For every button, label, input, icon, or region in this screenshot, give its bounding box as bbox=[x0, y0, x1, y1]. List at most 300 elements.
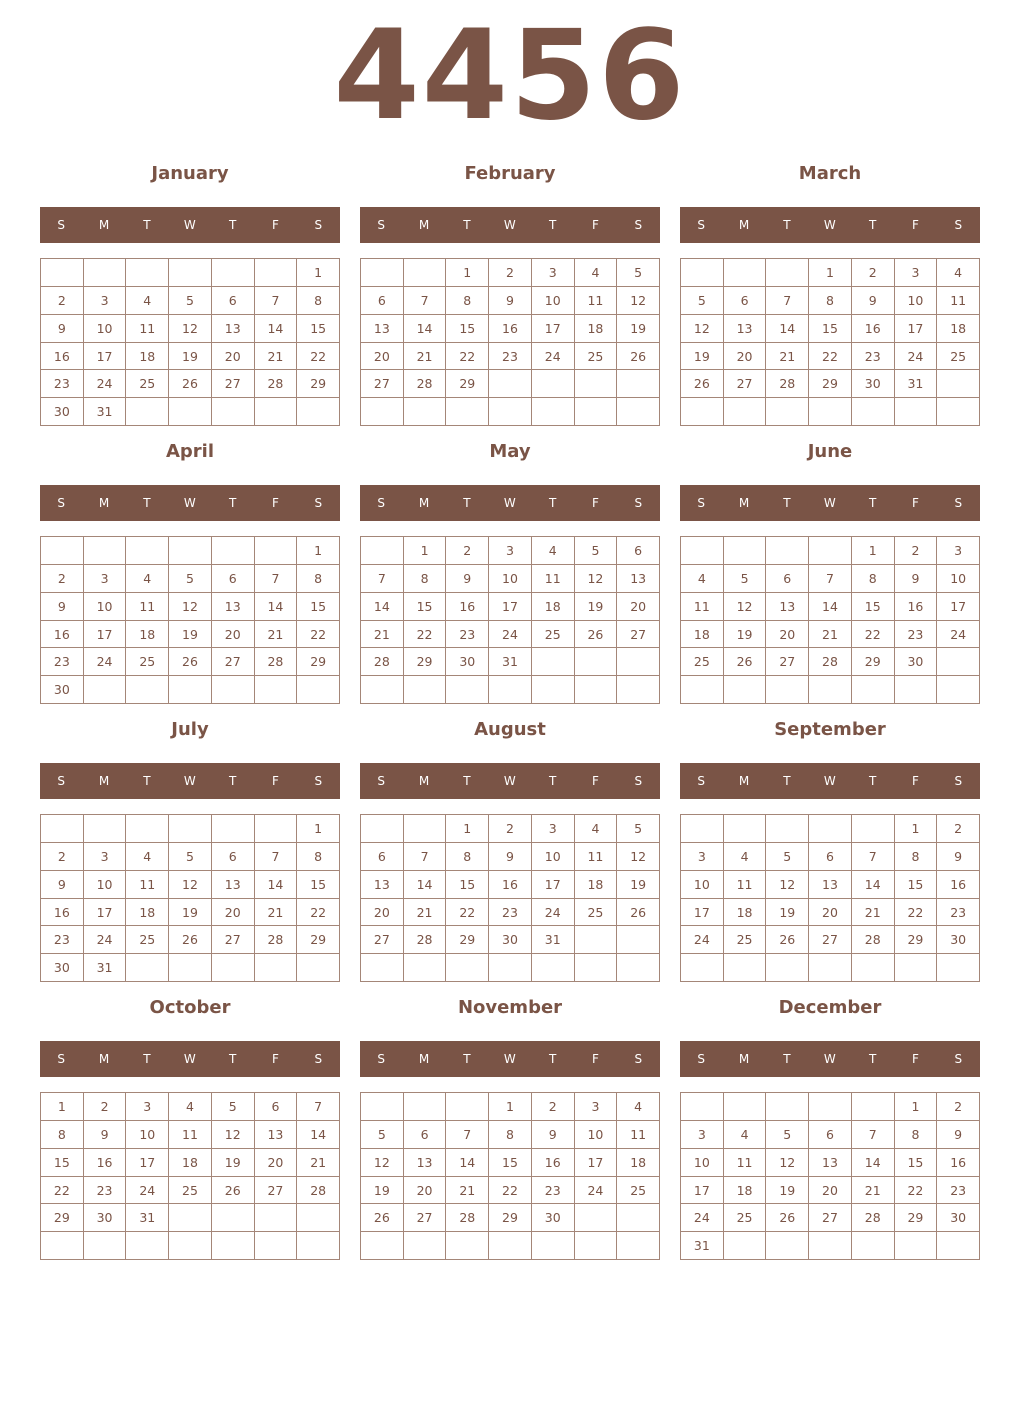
day-cell: 18 bbox=[126, 899, 169, 927]
day-cell: 7 bbox=[446, 1121, 489, 1149]
day-grid bbox=[680, 1092, 980, 1260]
day-cell: 19 bbox=[169, 343, 212, 371]
day-cell: 25 bbox=[575, 899, 618, 927]
day-cell: 21 bbox=[255, 899, 298, 927]
day-cell: 6 bbox=[404, 1121, 447, 1149]
day-cell: 23 bbox=[489, 343, 532, 371]
day-cell: 18 bbox=[724, 899, 767, 927]
day-cell: 23 bbox=[41, 370, 84, 398]
day-cell bbox=[852, 1232, 895, 1260]
day-cell bbox=[575, 954, 618, 982]
weekday-label: M bbox=[98, 218, 110, 232]
day-cell: 7 bbox=[852, 843, 895, 871]
day-cell bbox=[895, 398, 938, 426]
day-cell bbox=[255, 676, 298, 704]
weekday-label: T bbox=[228, 1052, 237, 1066]
day-cell bbox=[84, 676, 127, 704]
day-cell: 23 bbox=[41, 926, 84, 954]
day-cell: 29 bbox=[809, 370, 852, 398]
day-cell: 30 bbox=[446, 648, 489, 676]
day-cell: 19 bbox=[169, 621, 212, 649]
day-cell: 31 bbox=[532, 926, 575, 954]
day-cell: 19 bbox=[681, 343, 724, 371]
weekday-label: T bbox=[143, 496, 152, 510]
day-cell: 28 bbox=[809, 648, 852, 676]
day-cell: 6 bbox=[361, 843, 404, 871]
day-cell bbox=[766, 815, 809, 843]
day-cell: 31 bbox=[681, 1232, 724, 1260]
day-cell: 15 bbox=[852, 593, 895, 621]
day-cell: 26 bbox=[169, 370, 212, 398]
day-cell: 6 bbox=[212, 565, 255, 593]
weekday-label: T bbox=[868, 774, 877, 788]
day-cell: 8 bbox=[852, 565, 895, 593]
weekday-label: T bbox=[548, 774, 557, 788]
day-cell: 2 bbox=[41, 565, 84, 593]
day-cell: 13 bbox=[724, 315, 767, 343]
day-cell: 3 bbox=[681, 1121, 724, 1149]
day-cell bbox=[404, 259, 447, 287]
day-cell: 29 bbox=[297, 370, 340, 398]
day-cell bbox=[575, 370, 618, 398]
day-cell: 3 bbox=[681, 843, 724, 871]
day-cell: 6 bbox=[212, 287, 255, 315]
day-cell: 14 bbox=[766, 315, 809, 343]
day-cell: 25 bbox=[532, 621, 575, 649]
day-cell: 27 bbox=[724, 370, 767, 398]
day-cell: 13 bbox=[255, 1121, 298, 1149]
day-cell: 10 bbox=[681, 1149, 724, 1177]
day-cell: 6 bbox=[212, 843, 255, 871]
month-name: December bbox=[778, 997, 882, 1018]
day-cell: 2 bbox=[937, 815, 980, 843]
day-cell: 24 bbox=[84, 926, 127, 954]
day-cell bbox=[766, 676, 809, 704]
day-cell: 30 bbox=[532, 1204, 575, 1232]
day-cell: 26 bbox=[617, 899, 660, 927]
weekday-label: S bbox=[57, 774, 66, 788]
day-cell: 20 bbox=[212, 621, 255, 649]
day-cell: 4 bbox=[937, 259, 980, 287]
day-cell: 23 bbox=[84, 1177, 127, 1205]
day-cell: 25 bbox=[681, 648, 724, 676]
day-cell: 14 bbox=[404, 315, 447, 343]
day-cell: 30 bbox=[489, 926, 532, 954]
day-cell: 19 bbox=[766, 1177, 809, 1205]
day-cell: 11 bbox=[575, 843, 618, 871]
day-cell: 17 bbox=[84, 899, 127, 927]
day-cell bbox=[617, 648, 660, 676]
day-cell: 1 bbox=[895, 1093, 938, 1121]
day-cell: 13 bbox=[361, 871, 404, 899]
day-cell bbox=[681, 537, 724, 565]
weekday-label: W bbox=[823, 496, 837, 510]
weekday-label: T bbox=[783, 496, 792, 510]
day-cell: 28 bbox=[255, 648, 298, 676]
day-grid bbox=[360, 814, 660, 982]
day-cell: 25 bbox=[724, 1204, 767, 1232]
day-cell bbox=[489, 370, 532, 398]
day-cell: 16 bbox=[489, 315, 532, 343]
day-cell: 7 bbox=[404, 287, 447, 315]
day-cell: 3 bbox=[532, 259, 575, 287]
day-cell bbox=[255, 537, 298, 565]
day-cell: 2 bbox=[41, 843, 84, 871]
day-cell: 3 bbox=[126, 1093, 169, 1121]
day-cell: 26 bbox=[617, 343, 660, 371]
day-cell: 22 bbox=[41, 1177, 84, 1205]
month-name: March bbox=[798, 163, 862, 184]
day-cell bbox=[404, 1093, 447, 1121]
day-cell bbox=[41, 815, 84, 843]
day-cell: 18 bbox=[575, 315, 618, 343]
day-cell: 27 bbox=[361, 370, 404, 398]
day-cell bbox=[809, 1093, 852, 1121]
day-cell: 30 bbox=[41, 676, 84, 704]
day-grid bbox=[40, 814, 340, 982]
day-cell: 5 bbox=[724, 565, 767, 593]
day-cell: 22 bbox=[446, 343, 489, 371]
day-cell: 17 bbox=[575, 1149, 618, 1177]
day-cell: 22 bbox=[895, 899, 938, 927]
weekday-label: S bbox=[954, 774, 963, 788]
day-cell: 4 bbox=[681, 565, 724, 593]
day-cell bbox=[84, 815, 127, 843]
day-cell bbox=[212, 1232, 255, 1260]
day-cell: 1 bbox=[446, 815, 489, 843]
day-cell: 16 bbox=[937, 1149, 980, 1177]
day-cell: 28 bbox=[766, 370, 809, 398]
day-cell bbox=[532, 1232, 575, 1260]
day-cell: 5 bbox=[681, 287, 724, 315]
day-cell: 19 bbox=[575, 593, 618, 621]
day-cell bbox=[126, 954, 169, 982]
day-cell: 14 bbox=[297, 1121, 340, 1149]
weekday-label: T bbox=[463, 496, 472, 510]
day-cell: 9 bbox=[532, 1121, 575, 1149]
day-cell: 4 bbox=[724, 843, 767, 871]
day-cell: 3 bbox=[895, 259, 938, 287]
weekday-label: F bbox=[592, 218, 600, 232]
day-cell: 16 bbox=[532, 1149, 575, 1177]
day-cell: 12 bbox=[169, 871, 212, 899]
weekday-label: T bbox=[228, 496, 237, 510]
day-cell: 5 bbox=[617, 815, 660, 843]
day-cell: 2 bbox=[446, 537, 489, 565]
day-cell bbox=[575, 926, 618, 954]
day-cell bbox=[809, 954, 852, 982]
day-cell bbox=[297, 1232, 340, 1260]
day-cell bbox=[724, 1232, 767, 1260]
day-cell: 2 bbox=[895, 537, 938, 565]
day-grid bbox=[680, 258, 980, 426]
day-cell: 27 bbox=[212, 648, 255, 676]
day-cell: 9 bbox=[489, 287, 532, 315]
day-cell bbox=[766, 954, 809, 982]
weekday-label: T bbox=[868, 496, 877, 510]
day-cell: 28 bbox=[361, 648, 404, 676]
day-cell: 1 bbox=[297, 259, 340, 287]
day-cell: 12 bbox=[617, 843, 660, 871]
weekday-label: S bbox=[314, 496, 323, 510]
day-cell bbox=[809, 1232, 852, 1260]
day-cell bbox=[617, 1204, 660, 1232]
day-cell: 16 bbox=[852, 315, 895, 343]
day-cell: 4 bbox=[617, 1093, 660, 1121]
day-cell bbox=[724, 1093, 767, 1121]
day-cell bbox=[169, 676, 212, 704]
weekday-label: M bbox=[98, 496, 110, 510]
day-cell: 21 bbox=[446, 1177, 489, 1205]
day-cell bbox=[404, 676, 447, 704]
weekday-label: F bbox=[592, 774, 600, 788]
day-cell bbox=[937, 676, 980, 704]
day-cell: 17 bbox=[937, 593, 980, 621]
month-name: February bbox=[464, 163, 556, 184]
weekday-header bbox=[40, 763, 340, 799]
day-cell: 7 bbox=[255, 287, 298, 315]
day-cell: 23 bbox=[895, 621, 938, 649]
day-cell: 24 bbox=[489, 621, 532, 649]
day-cell: 20 bbox=[212, 343, 255, 371]
day-cell: 30 bbox=[895, 648, 938, 676]
day-cell: 30 bbox=[852, 370, 895, 398]
day-cell: 13 bbox=[809, 1149, 852, 1177]
day-cell: 14 bbox=[446, 1149, 489, 1177]
day-cell: 23 bbox=[852, 343, 895, 371]
day-cell: 28 bbox=[404, 370, 447, 398]
weekday-label: W bbox=[183, 496, 197, 510]
day-cell: 10 bbox=[84, 871, 127, 899]
day-cell: 17 bbox=[532, 315, 575, 343]
day-cell: 15 bbox=[297, 315, 340, 343]
day-cell bbox=[681, 676, 724, 704]
weekday-label: S bbox=[57, 1052, 66, 1066]
day-cell: 11 bbox=[724, 1149, 767, 1177]
day-cell: 2 bbox=[84, 1093, 127, 1121]
day-cell: 10 bbox=[84, 593, 127, 621]
weekday-label: F bbox=[272, 774, 280, 788]
weekday-label: S bbox=[954, 1052, 963, 1066]
day-cell: 31 bbox=[84, 954, 127, 982]
day-cell bbox=[489, 1232, 532, 1260]
day-cell: 23 bbox=[41, 648, 84, 676]
day-cell: 14 bbox=[255, 593, 298, 621]
day-cell: 17 bbox=[84, 343, 127, 371]
day-cell: 25 bbox=[169, 1177, 212, 1205]
day-cell: 21 bbox=[255, 621, 298, 649]
day-cell: 13 bbox=[212, 593, 255, 621]
day-cell: 8 bbox=[404, 565, 447, 593]
day-cell bbox=[937, 648, 980, 676]
weekday-label: S bbox=[377, 496, 386, 510]
day-cell: 22 bbox=[809, 343, 852, 371]
weekday-label: F bbox=[592, 1052, 600, 1066]
day-cell: 6 bbox=[766, 565, 809, 593]
day-cell bbox=[446, 954, 489, 982]
day-cell: 7 bbox=[255, 843, 298, 871]
day-cell bbox=[361, 1093, 404, 1121]
weekday-label: S bbox=[697, 496, 706, 510]
weekday-label: S bbox=[314, 218, 323, 232]
day-cell bbox=[404, 954, 447, 982]
weekday-label: F bbox=[592, 496, 600, 510]
day-grid bbox=[360, 258, 660, 426]
day-cell bbox=[169, 398, 212, 426]
weekday-label: S bbox=[697, 774, 706, 788]
weekday-label: T bbox=[548, 218, 557, 232]
day-cell: 9 bbox=[489, 843, 532, 871]
day-cell: 9 bbox=[84, 1121, 127, 1149]
day-cell: 11 bbox=[681, 593, 724, 621]
weekday-label: S bbox=[314, 774, 323, 788]
weekday-label: T bbox=[228, 218, 237, 232]
day-cell: 20 bbox=[361, 899, 404, 927]
day-cell bbox=[766, 1093, 809, 1121]
weekday-header bbox=[40, 485, 340, 521]
weekday-label: M bbox=[418, 496, 430, 510]
weekday-label: T bbox=[783, 1052, 792, 1066]
day-cell bbox=[255, 815, 298, 843]
day-cell: 29 bbox=[895, 1204, 938, 1232]
day-cell: 15 bbox=[446, 871, 489, 899]
weekday-label: S bbox=[634, 1052, 643, 1066]
day-cell: 7 bbox=[766, 287, 809, 315]
day-cell: 20 bbox=[766, 621, 809, 649]
day-cell: 17 bbox=[126, 1149, 169, 1177]
weekday-label: T bbox=[143, 1052, 152, 1066]
weekday-header bbox=[360, 485, 660, 521]
day-cell bbox=[489, 676, 532, 704]
day-cell: 2 bbox=[41, 287, 84, 315]
day-cell: 17 bbox=[489, 593, 532, 621]
day-cell bbox=[212, 676, 255, 704]
day-cell: 30 bbox=[41, 954, 84, 982]
day-cell bbox=[255, 954, 298, 982]
day-cell: 26 bbox=[169, 648, 212, 676]
day-cell bbox=[361, 537, 404, 565]
day-cell: 28 bbox=[852, 926, 895, 954]
day-cell: 8 bbox=[297, 287, 340, 315]
day-cell: 22 bbox=[852, 621, 895, 649]
day-cell: 23 bbox=[489, 899, 532, 927]
day-cell bbox=[84, 259, 127, 287]
day-cell bbox=[361, 815, 404, 843]
day-cell bbox=[169, 954, 212, 982]
day-cell: 4 bbox=[126, 843, 169, 871]
day-cell: 17 bbox=[84, 621, 127, 649]
weekday-label: W bbox=[823, 218, 837, 232]
day-cell: 7 bbox=[255, 565, 298, 593]
day-cell bbox=[852, 815, 895, 843]
weekday-header bbox=[680, 485, 980, 521]
day-cell: 12 bbox=[169, 315, 212, 343]
day-cell: 30 bbox=[937, 1204, 980, 1232]
day-cell bbox=[809, 398, 852, 426]
day-cell: 19 bbox=[617, 315, 660, 343]
weekday-label: W bbox=[503, 774, 517, 788]
day-cell: 8 bbox=[297, 843, 340, 871]
day-cell: 31 bbox=[895, 370, 938, 398]
day-cell: 26 bbox=[212, 1177, 255, 1205]
day-cell: 7 bbox=[809, 565, 852, 593]
day-cell: 22 bbox=[404, 621, 447, 649]
weekday-label: F bbox=[272, 496, 280, 510]
day-cell bbox=[617, 954, 660, 982]
day-cell: 27 bbox=[255, 1177, 298, 1205]
weekday-label: S bbox=[954, 218, 963, 232]
day-cell: 14 bbox=[255, 871, 298, 899]
day-cell: 4 bbox=[724, 1121, 767, 1149]
day-cell: 6 bbox=[617, 537, 660, 565]
day-cell bbox=[169, 537, 212, 565]
month-name: September bbox=[774, 719, 886, 740]
day-cell: 23 bbox=[937, 1177, 980, 1205]
weekday-label: F bbox=[912, 1052, 920, 1066]
day-cell: 15 bbox=[404, 593, 447, 621]
weekday-header bbox=[680, 763, 980, 799]
weekday-label: M bbox=[738, 774, 750, 788]
day-cell: 18 bbox=[169, 1149, 212, 1177]
day-cell: 11 bbox=[169, 1121, 212, 1149]
day-cell: 17 bbox=[681, 899, 724, 927]
day-cell: 10 bbox=[489, 565, 532, 593]
day-cell: 27 bbox=[212, 926, 255, 954]
day-cell: 11 bbox=[126, 315, 169, 343]
day-cell: 10 bbox=[681, 871, 724, 899]
day-cell: 21 bbox=[404, 899, 447, 927]
day-cell: 3 bbox=[937, 537, 980, 565]
day-cell: 20 bbox=[255, 1149, 298, 1177]
day-cell: 2 bbox=[532, 1093, 575, 1121]
day-cell: 10 bbox=[532, 287, 575, 315]
day-cell: 24 bbox=[681, 1204, 724, 1232]
day-cell bbox=[617, 398, 660, 426]
weekday-label: S bbox=[634, 774, 643, 788]
day-cell: 12 bbox=[575, 565, 618, 593]
day-cell: 29 bbox=[41, 1204, 84, 1232]
day-cell bbox=[169, 1204, 212, 1232]
day-cell: 19 bbox=[361, 1177, 404, 1205]
month-name: April bbox=[165, 441, 215, 462]
day-cell bbox=[297, 676, 340, 704]
day-cell: 11 bbox=[126, 871, 169, 899]
day-cell: 16 bbox=[489, 871, 532, 899]
day-cell: 13 bbox=[404, 1149, 447, 1177]
day-cell bbox=[361, 398, 404, 426]
day-cell bbox=[724, 676, 767, 704]
day-cell: 18 bbox=[126, 621, 169, 649]
day-cell: 29 bbox=[489, 1204, 532, 1232]
day-cell: 29 bbox=[404, 648, 447, 676]
day-cell: 11 bbox=[126, 593, 169, 621]
day-cell bbox=[255, 1204, 298, 1232]
day-cell bbox=[617, 1232, 660, 1260]
day-cell: 9 bbox=[446, 565, 489, 593]
day-cell: 30 bbox=[41, 398, 84, 426]
day-cell: 15 bbox=[895, 1149, 938, 1177]
day-cell: 29 bbox=[852, 648, 895, 676]
day-cell: 27 bbox=[766, 648, 809, 676]
weekday-header bbox=[360, 763, 660, 799]
day-cell bbox=[41, 259, 84, 287]
day-cell: 18 bbox=[575, 871, 618, 899]
day-cell: 1 bbox=[895, 815, 938, 843]
day-cell: 15 bbox=[297, 593, 340, 621]
day-cell bbox=[681, 259, 724, 287]
day-cell: 12 bbox=[724, 593, 767, 621]
day-cell bbox=[169, 815, 212, 843]
